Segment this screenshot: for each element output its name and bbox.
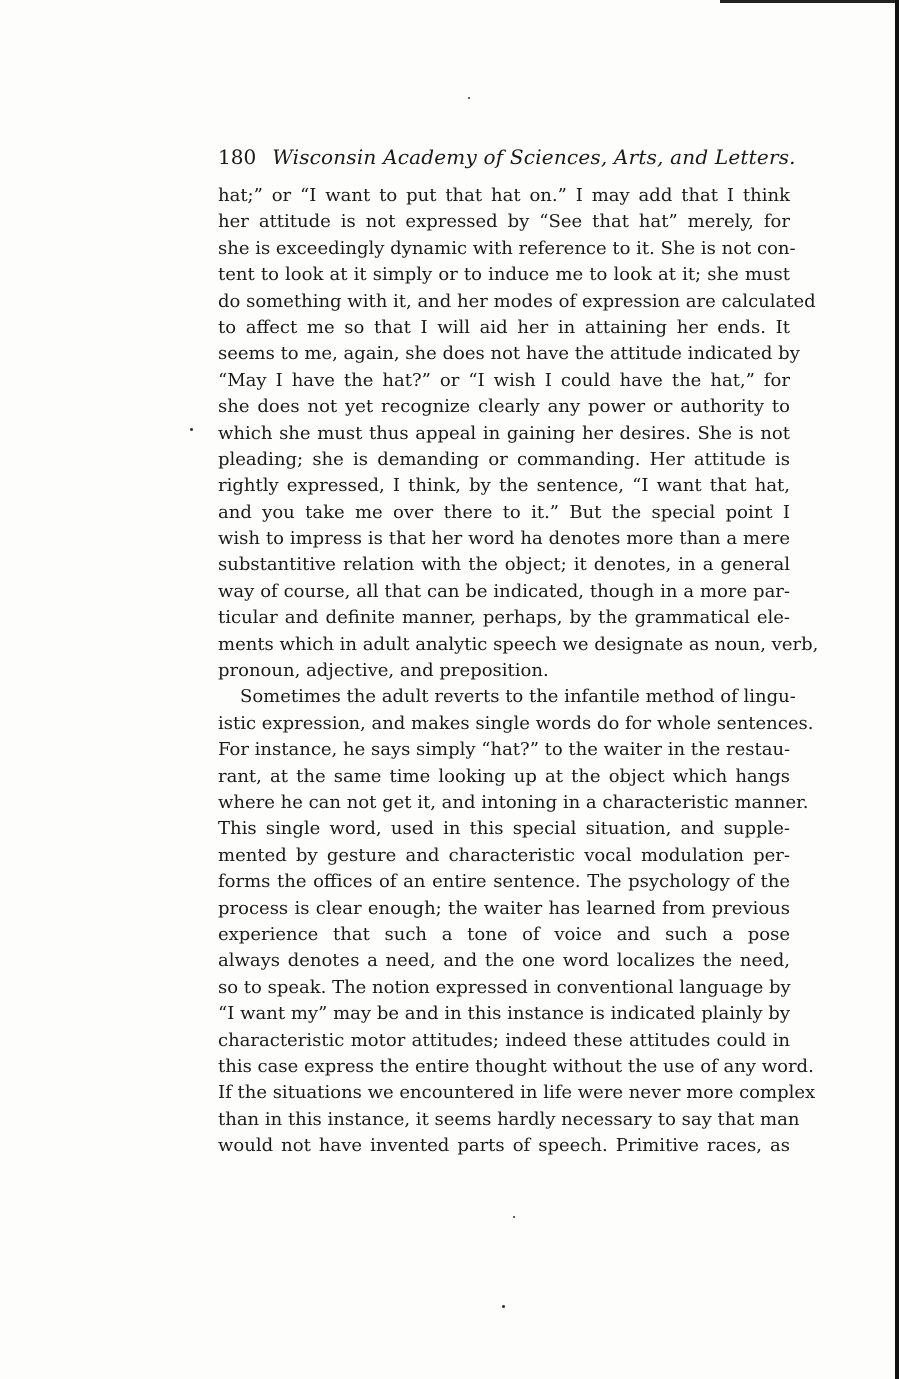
- text-line: seems to me, again, she does not have the attitude indicated by: [218, 343, 800, 365]
- text-line: ticular and definite manner, perhaps, by the grammatical ele-: [218, 607, 790, 629]
- text-line: way of course, all that can be indicated, though in a more par-: [218, 580, 790, 602]
- text-line: do something with it, and her modes of expression are calculated: [218, 290, 816, 312]
- text-line: tent to look at it simply or to induce me to look at it; she must: [218, 264, 790, 286]
- scan-speck: [502, 1305, 505, 1308]
- running-header: [218, 144, 798, 170]
- text-line: For instance, he says simply “hat?” to the waiter in the restau-: [218, 739, 791, 761]
- page-number: 180: [218, 145, 257, 169]
- scan-speck: [468, 97, 470, 99]
- running-title: Wisconsin Academy of Sciences, Arts, and Letters.: [272, 145, 796, 169]
- text-line: to affect me so that I will aid her in attaining her ends. It: [218, 316, 790, 338]
- text-line: “May I have the hat?” or “I wish I could have the hat,” for: [218, 369, 790, 391]
- scan-edge-top: [720, 0, 899, 3]
- text-line: she does not yet recognize clearly any power or authority to: [218, 396, 790, 418]
- text-line: her attitude is not expressed by “See that hat” merely, for: [218, 211, 790, 233]
- text-line: process is clear enough; the waiter has learned from previous: [218, 897, 790, 919]
- text-line: substantitive relation with the object; it denotes, in a general: [218, 554, 790, 576]
- text-line: mented by gesture and characteristic vocal modulation per-: [218, 844, 790, 866]
- text-line: would not have invented parts of speech. Primitive races, as: [218, 1135, 790, 1157]
- text-line: where he can not get it, and intoning in a characteristic manner.: [218, 791, 809, 813]
- scan-speck: [513, 1216, 515, 1218]
- text-line: she is exceedingly dynamic with reference to it. She is not con-: [218, 237, 796, 259]
- text-line: istic expression, and makes single words do for whole sentences.: [218, 712, 814, 734]
- text-line: rightly expressed, I think, by the sentence, “I want that hat,: [218, 475, 790, 497]
- text-line: experience that such a tone of voice and such a pose: [218, 923, 790, 945]
- text-line: “I want my” may be and in this instance is indicated plainly by: [218, 1003, 790, 1025]
- scan-speck: [190, 428, 193, 431]
- body-text: [218, 183, 819, 1159]
- text-line: ments which in adult analytic speech we designate as noun, verb,: [218, 633, 819, 655]
- text-line: so to speak. The notion expressed in conventional language by: [218, 976, 791, 998]
- scan-edge-right: [895, 0, 899, 1379]
- text-line: characteristic motor attitudes; indeed these attitudes could in: [218, 1029, 790, 1051]
- paragraph-2: [218, 684, 816, 1159]
- text-line: If the situations we encountered in life were never more complex: [218, 1082, 816, 1104]
- text-line: pleading; she is demanding or commanding. Her attitude is: [218, 448, 790, 470]
- text-line: wish to impress is that her word ha denotes more than a mere: [218, 528, 790, 550]
- text-line: this case express the entire thought without the use of any word.: [218, 1055, 814, 1077]
- text-line: than in this instance, it seems hardly necessary to say that man: [218, 1108, 800, 1130]
- text-line: Sometimes the adult reverts to the infantile method of lingu-: [240, 686, 796, 708]
- text-line: rant, at the same time looking up at the object which hangs: [218, 765, 790, 787]
- text-line: hat;” or “I want to put that hat on.” I may add that I think: [218, 185, 790, 206]
- text-line: forms the offices of an entire sentence. The psychology of the: [218, 871, 790, 893]
- text-line: pronoun, adjective, and preposition.: [218, 660, 549, 682]
- text-line: and you take me over there to it.” But the special point I: [218, 501, 790, 523]
- text-line: always denotes a need, and the one word localizes the need,: [218, 950, 790, 972]
- paragraph-1: [218, 183, 819, 684]
- text-line: which she must thus appeal in gaining her desires. She is not: [218, 422, 790, 444]
- text-line: This single word, used in this special situation, and supple-: [218, 818, 790, 840]
